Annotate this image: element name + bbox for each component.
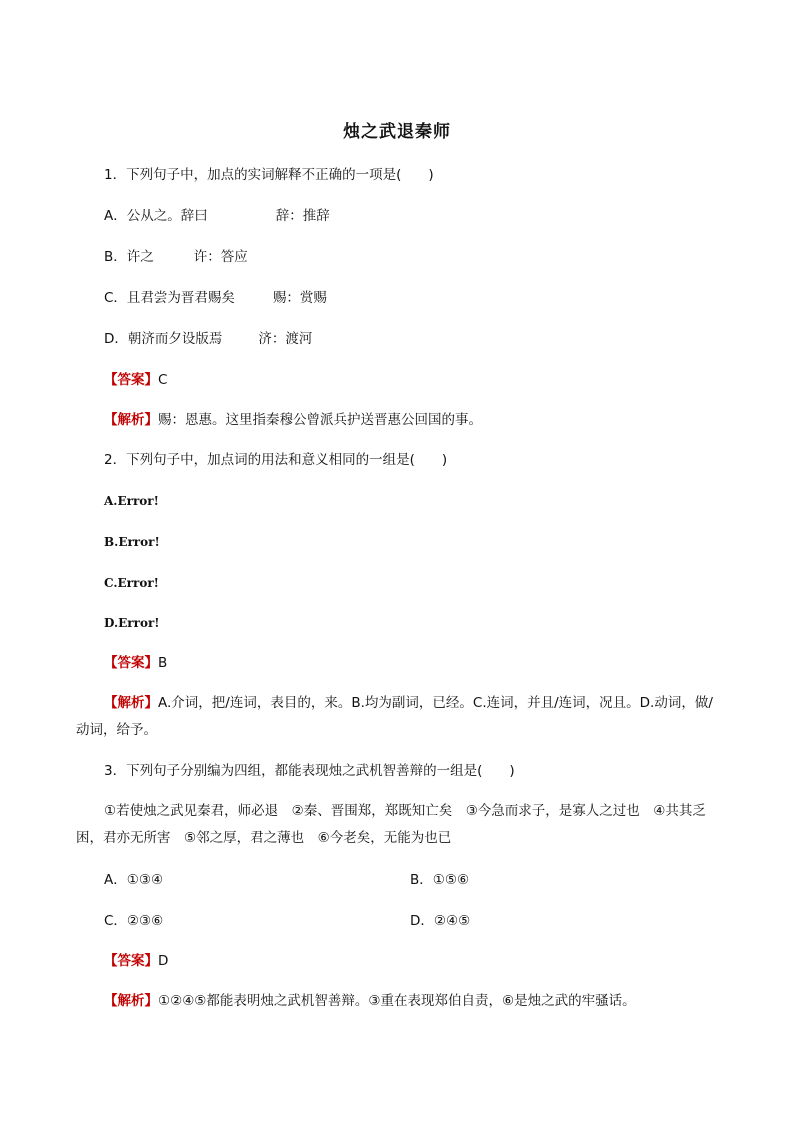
q1-option-c-gloss: 赐：赏赐	[272, 290, 327, 306]
q1-option-a-sentence: A．公从之。辞曰	[104, 208, 208, 224]
q2-option-c-letter: C.	[104, 576, 118, 590]
q2-option-d	[104, 613, 160, 633]
q2-analysis-tag: 【解析】	[104, 695, 158, 711]
q3-option-c: C．②③⑥	[104, 913, 164, 929]
q1-analysis-text: 赐：恩惠。这里指秦穆公曾派兵护送晋惠公回国的事。	[158, 412, 482, 428]
q3-analysis	[104, 991, 636, 1011]
q1-option-d	[104, 329, 312, 349]
q1-option-a	[104, 206, 330, 226]
q2-answer-value: B	[158, 655, 168, 671]
q2-option-b-text: Error!	[118, 535, 160, 549]
q2-answer	[104, 653, 167, 673]
q3-analysis-text: ①②④⑤都能表明烛之武机智善辩。③重在表现郑伯自责，⑥是烛之武的牢骚话。	[158, 993, 636, 1009]
q1-answer	[104, 370, 167, 390]
q2-option-a-text: Error!	[117, 494, 159, 508]
q3-passage: ①若使烛之武见秦君，师必退 ②秦、晋围郑，郑既知亡矣 ③今急而求子，是寡人之过也 ④共其乏困，君亦无所害 ⑤邻之厚，君之薄也 ⑥今老矣，无能为也已	[76, 803, 706, 846]
q3-option-a: A．①③④	[104, 872, 164, 888]
q2-option-c-text: Error!	[117, 576, 159, 590]
q2-option-a-letter: A.	[104, 494, 118, 508]
page-title: 烛之武退秦师	[343, 122, 451, 142]
q2-option-b-letter: B.	[104, 535, 119, 549]
q1-option-c-sentence: C．且君尝为晋君赐矣	[104, 290, 235, 306]
q1-option-b	[104, 247, 248, 267]
q1-option-a-gloss: 辞：推辞	[275, 208, 330, 224]
q3-answer-value: D	[158, 953, 169, 969]
q1-answer-value: C	[158, 372, 168, 388]
q1-option-d-gloss: 济：渡河	[258, 331, 313, 347]
q2-option-d-text: Error!	[118, 616, 160, 630]
q2-option-b	[104, 532, 160, 552]
q3-analysis-tag: 【解析】	[104, 993, 158, 1009]
q1-stem: 1．下列句子中，加点的实词解释不正确的一项是( )	[104, 167, 434, 183]
q2-stem: 2．下列句子中，加点词的用法和意义相同的一组是( )	[104, 452, 448, 468]
q2-option-a	[104, 491, 159, 511]
q2-option-d-letter: D.	[104, 616, 119, 630]
q3-answer-tag: 【答案】	[104, 953, 158, 969]
q2-analysis	[76, 690, 716, 744]
q2-analysis-text: A.介词，把/连词，表目的，来。B.均为副词，已经。C.连词，并且/连词，况且。D.动词，做/动词，给予。	[76, 695, 713, 738]
q2-option-c	[104, 573, 159, 593]
q3-option-b: B．①⑤⑥	[410, 872, 470, 888]
q1-option-b-sentence: B．许之	[104, 249, 154, 265]
q3-stem: 3．下列句子分别编为四组，都能表现烛之武机智善辩的一组是( )	[104, 763, 515, 779]
q1-option-b-gloss: 许：答应	[193, 249, 248, 265]
q1-option-c	[104, 288, 327, 308]
q1-option-d-sentence: D．朝济而夕设版焉	[104, 331, 223, 347]
q2-answer-tag: 【答案】	[104, 655, 158, 671]
q3-option-d: D．②④⑤	[410, 913, 471, 929]
q1-analysis-tag: 【解析】	[104, 412, 158, 428]
q3-answer	[104, 951, 168, 971]
q1-answer-tag: 【答案】	[104, 372, 158, 388]
q1-analysis	[104, 410, 482, 430]
